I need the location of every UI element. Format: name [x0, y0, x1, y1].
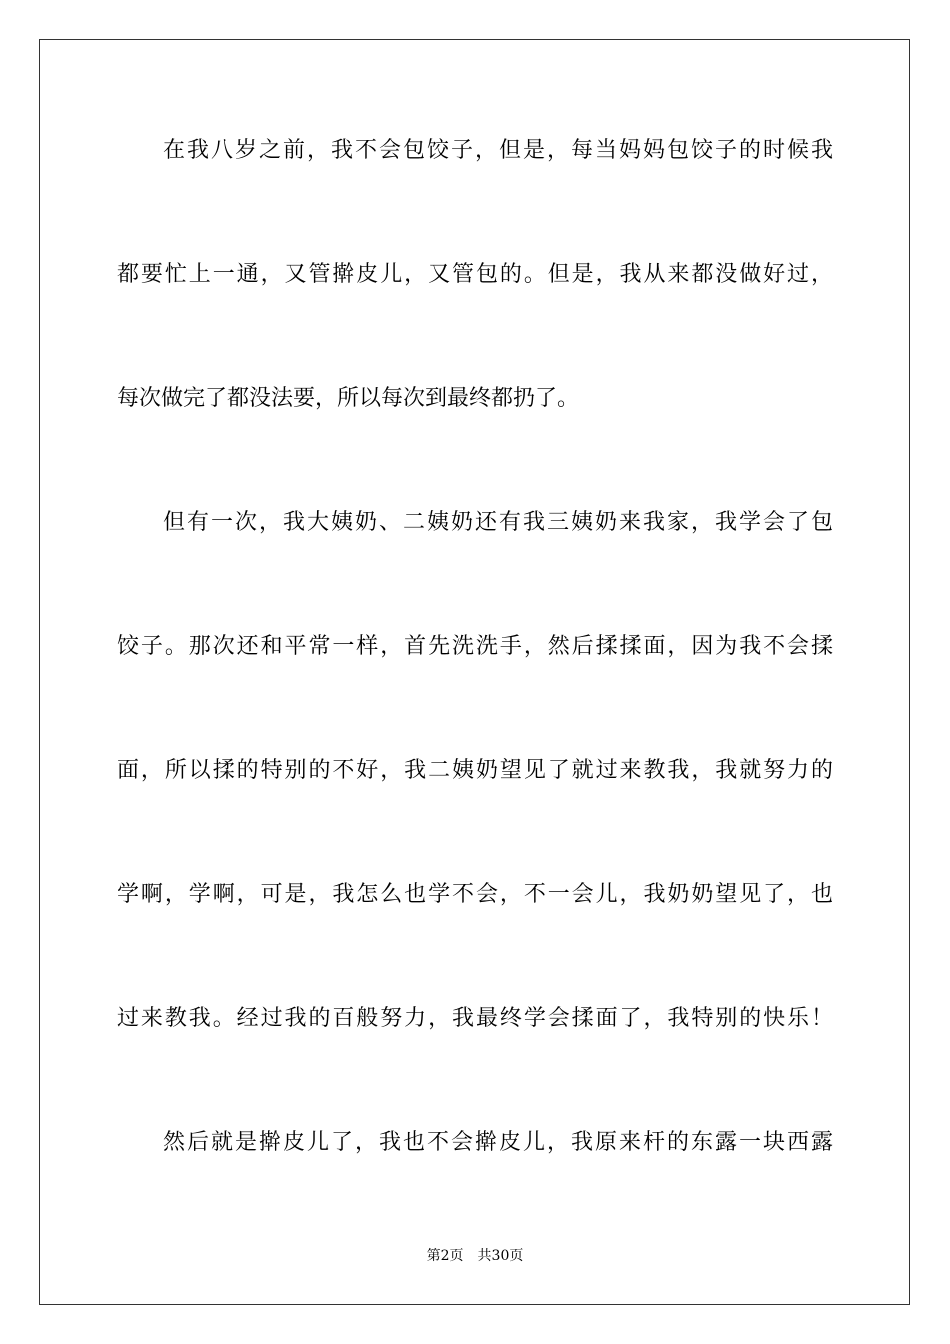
page-footer: [0, 1246, 950, 1266]
text-line: 然后就是擀皮儿了，我也不会擀皮儿，我原来杆的东露一块西露: [163, 1130, 833, 1155]
page-border: [39, 39, 910, 1305]
text-line: 面，所以揉的特别的不好，我二姨奶望见了就过来教我，我就努力的: [117, 758, 833, 783]
text-line: 在我八岁之前，我不会包饺子，但是，每当妈妈包饺子的时候我: [163, 138, 833, 163]
text-line: 但有一次，我大姨奶、二姨奶还有我三姨奶来我家，我学会了包: [163, 510, 833, 535]
total-pages: 共30页: [477, 1248, 524, 1264]
text-line: 每次做完了都没法要，所以每次到最终都扔了。: [117, 386, 580, 411]
text-line: 过来教我。经过我的百般努力，我最终学会揉面了，我特别的快乐！: [117, 1006, 833, 1031]
page-number: 第2页: [426, 1248, 464, 1264]
text-line: 饺子。那次还和平常一样，首先洗洗手，然后揉揉面，因为我不会揉: [117, 634, 833, 659]
text-line: 都要忙上一通，又管擀皮儿，又管包的。但是，我从来都没做好过，: [117, 262, 833, 287]
text-line: 学啊，学啊，可是，我怎么也学不会，不一会儿，我奶奶望见了，也: [117, 882, 833, 907]
